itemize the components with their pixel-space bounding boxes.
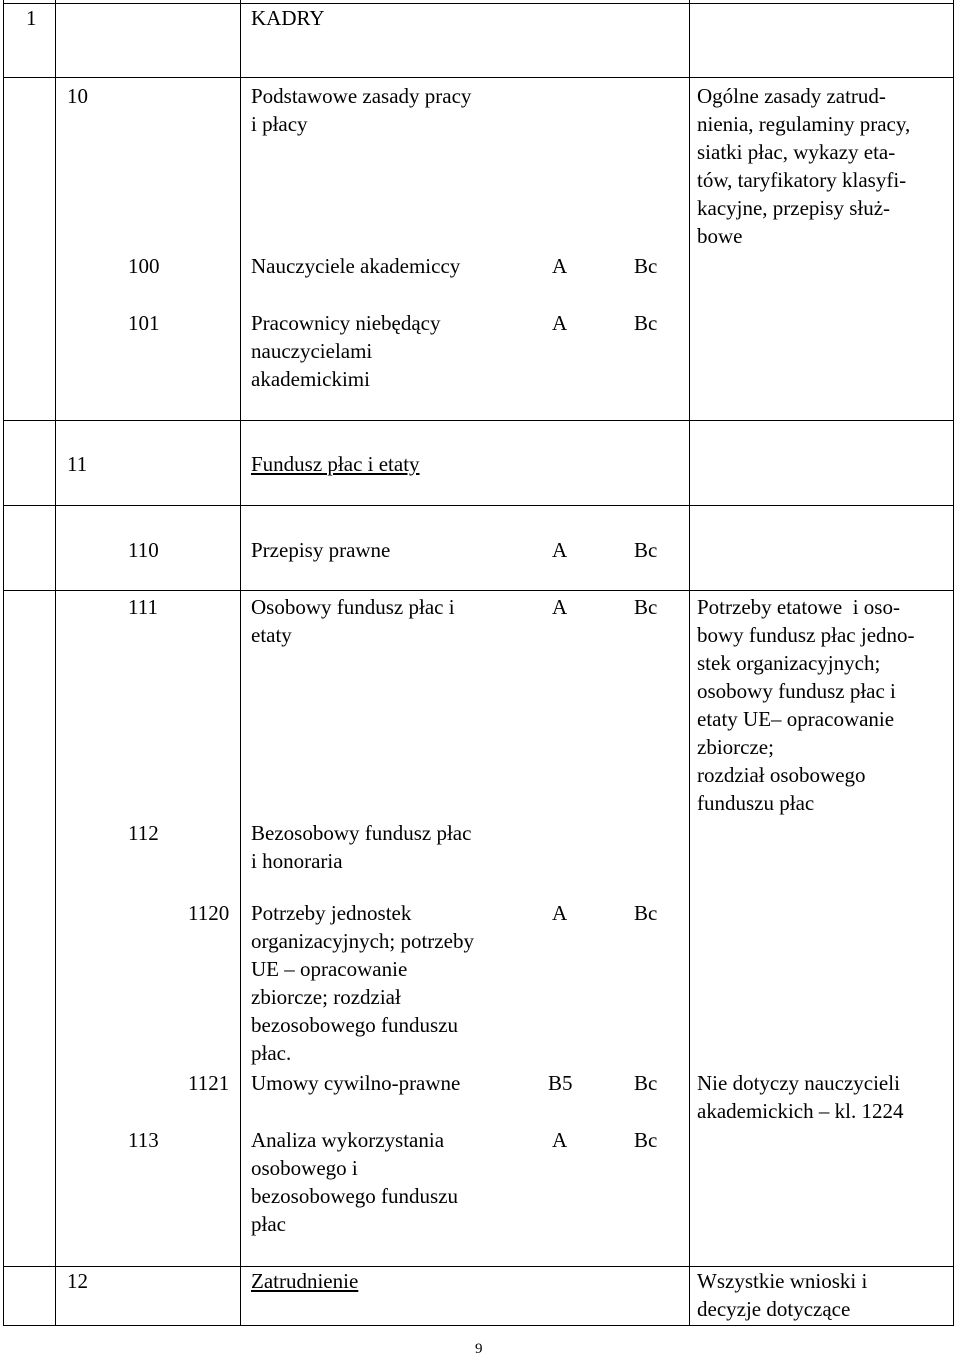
row-1-code: 1 [26,6,37,30]
row-113-title-line: płac [251,1212,286,1236]
page-number: 9 [475,1341,483,1357]
row-10-note-line: bowe [697,224,743,248]
row-113-title-line: osobowego i [251,1156,358,1180]
row-10-note-line: kacyjne, przepisy służ- [697,196,891,220]
row-10-note-line: nienia, regulaminy pracy, [697,112,911,136]
row-111-title-line: Osobowy fundusz płac i [251,595,455,619]
grid-line-h2 [3,77,954,78]
row-111-note-line: Potrzeby etatowe i oso- [697,595,900,619]
row-111-note-line: zbiorcze; [697,735,774,759]
row-110-category-b: Bc [634,538,658,562]
row-11-title: Fundusz płac i etaty [251,452,420,476]
row-111-note-line: bowy fundusz płac jedno- [697,623,915,647]
row-113-category-a: A [552,1128,568,1152]
row-1120-title-line: zbiorcze; rozdział [251,985,401,1009]
grid-line-left [3,0,4,1326]
row-12-title: Zatrudnienie [251,1269,359,1293]
row-110-title: Przepisy prawne [251,538,391,562]
row-113-title-line: Analiza wykorzystania [251,1128,445,1152]
grid-line-col3 [689,0,690,1326]
row-111-code: 111 [128,595,158,619]
row-111-category-b: Bc [634,595,658,619]
row-10-note-line: siatki płac, wykazy eta- [697,140,896,164]
row-1121-note-line: Nie dotyczy nauczycieli [697,1071,900,1095]
row-113-code: 113 [128,1128,159,1152]
row-12-note-line: decyzje dotyczące [697,1297,851,1321]
row-1-title: KADRY [251,6,325,30]
row-112-title-line: Bezosobowy fundusz płac [251,821,472,845]
row-101-category-b: Bc [634,311,658,335]
row-1120-title-line: UE – opracowanie [251,957,408,981]
row-12-code: 12 [67,1269,88,1293]
row-10-title-line: Podstawowe zasady pracy [251,84,472,108]
row-1120-category-a: A [552,901,568,925]
row-1120-title-line: organizacyjnych; potrzeby [251,929,474,953]
row-111-note-line: funduszu płac [697,791,815,815]
row-1120-title-line: bezosobowego funduszu [251,1013,459,1037]
row-1121-code: 1121 [188,1071,230,1095]
row-101-title-line: nauczycielami [251,339,373,363]
grid-line-right [953,0,954,1326]
row-1121-title: Umowy cywilno-prawne [251,1071,461,1095]
row-110-category-a: A [552,538,568,562]
grid-line-h1 [3,3,954,4]
row-1120-title-line: płac. [251,1041,292,1065]
row-111-note-line: rozdział osobowego [697,763,866,787]
grid-line-h5 [3,590,954,591]
row-111-note-line: etaty UE– opracowanie [697,707,895,731]
row-10-code: 10 [67,84,88,108]
row-1120-code: 1120 [188,901,230,925]
row-101-title-line: akademickimi [251,367,370,391]
row-100-category-b: Bc [634,254,658,278]
grid-line-h4 [3,505,954,506]
row-10-title-line: i płacy [251,112,308,136]
row-11-code: 11 [67,452,88,476]
row-113-category-b: Bc [634,1128,658,1152]
row-112-title-line: i honoraria [251,849,343,873]
row-100-code: 100 [128,254,160,278]
grid-line-col2 [240,0,241,1326]
row-10-note-line: Ogólne zasady zatrud- [697,84,886,108]
row-111-note-line: stek organizacyjnych; [697,651,881,675]
row-1121-category-b: Bc [634,1071,658,1095]
row-101-title-line: Pracownicy niebędący [251,311,441,335]
row-1120-category-b: Bc [634,901,658,925]
row-1121-category-a: B5 [548,1071,573,1095]
row-111-note-line: osobowy fundusz płac i [697,679,896,703]
row-111-title-line: etaty [251,623,292,647]
row-100-category-a: A [552,254,568,278]
row-112-code: 112 [128,821,159,845]
row-10-note-line: tów, taryfikatory klasyfi- [697,168,907,192]
row-111-category-a: A [552,595,568,619]
grid-line-col1 [55,0,56,1326]
row-1121-note-line: akademickich – kl. 1224 [697,1099,904,1123]
grid-line-bottom [3,1325,954,1326]
row-12-note-line: Wszystkie wnioski i [697,1269,868,1293]
row-113-title-line: bezosobowego funduszu [251,1184,459,1208]
row-1120-title-line: Potrzeby jednostek [251,901,412,925]
row-100-title: Nauczyciele akademiccy [251,254,461,278]
row-101-code: 101 [128,311,160,335]
grid-line-h3 [3,420,954,421]
row-101-category-a: A [552,311,568,335]
row-110-code: 110 [128,538,159,562]
